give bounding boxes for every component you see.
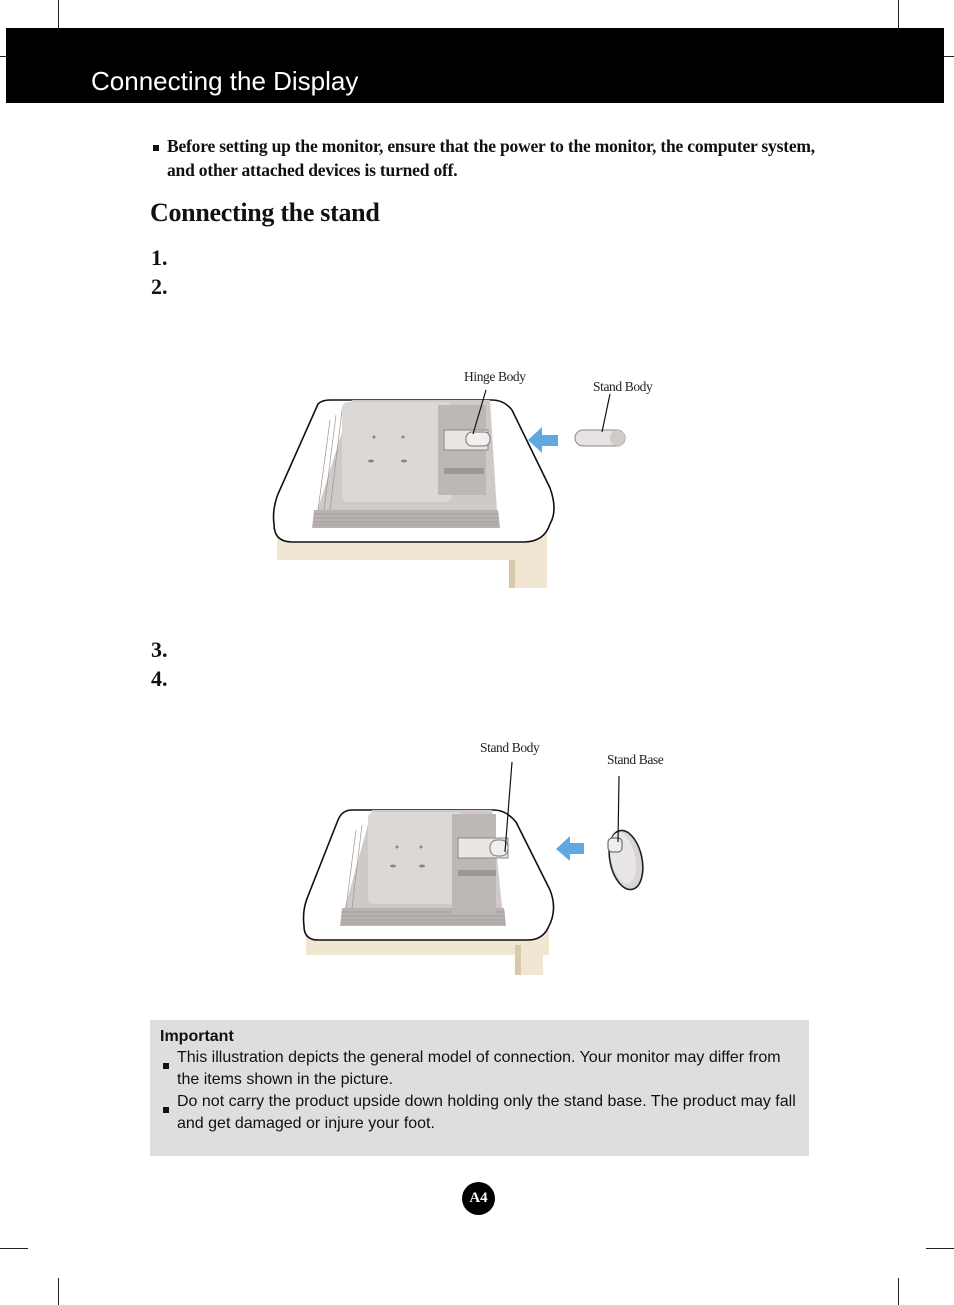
crop-mark xyxy=(926,1248,954,1249)
bullet-icon xyxy=(153,145,159,151)
note-title: Important xyxy=(160,1028,234,1045)
crop-mark xyxy=(898,0,899,28)
hinge-attach-illustration xyxy=(260,360,680,595)
crop-mark xyxy=(58,1278,59,1305)
note-item: Do not carry the product upside down holding only the stand base. The product may fall and get damaged or injure your foot. xyxy=(177,1093,796,1132)
step-number: 2. xyxy=(151,274,168,299)
note-item: This illustration depicts the general model of connection. Your monitor may differ from the items shown in the picture. xyxy=(177,1049,781,1088)
page-title: Connecting the Display xyxy=(91,66,359,96)
bullet-icon xyxy=(163,1063,169,1069)
step-number: 1. xyxy=(151,245,168,270)
crop-mark xyxy=(58,0,59,28)
bullet-icon xyxy=(163,1107,169,1113)
crop-mark xyxy=(0,1248,28,1249)
stand-body-label: Stand Body xyxy=(593,379,653,394)
hinge-body-label: Hinge Body xyxy=(464,369,526,384)
crop-mark xyxy=(944,56,954,57)
stand-base-label: Stand Base xyxy=(607,752,664,767)
intro-text: Before setting up the monitor, ensure that the power to the monitor, the computer system, and other attached devices is turned off. xyxy=(167,136,815,180)
base-attach-illustration xyxy=(290,730,690,980)
stand-body-label: Stand Body xyxy=(480,740,540,755)
page-number-badge: A4 xyxy=(462,1182,495,1215)
crop-mark xyxy=(898,1278,899,1305)
step-number: 3. xyxy=(151,637,168,662)
section-title: Connecting the stand xyxy=(150,198,380,227)
step-number: 4. xyxy=(151,666,168,691)
